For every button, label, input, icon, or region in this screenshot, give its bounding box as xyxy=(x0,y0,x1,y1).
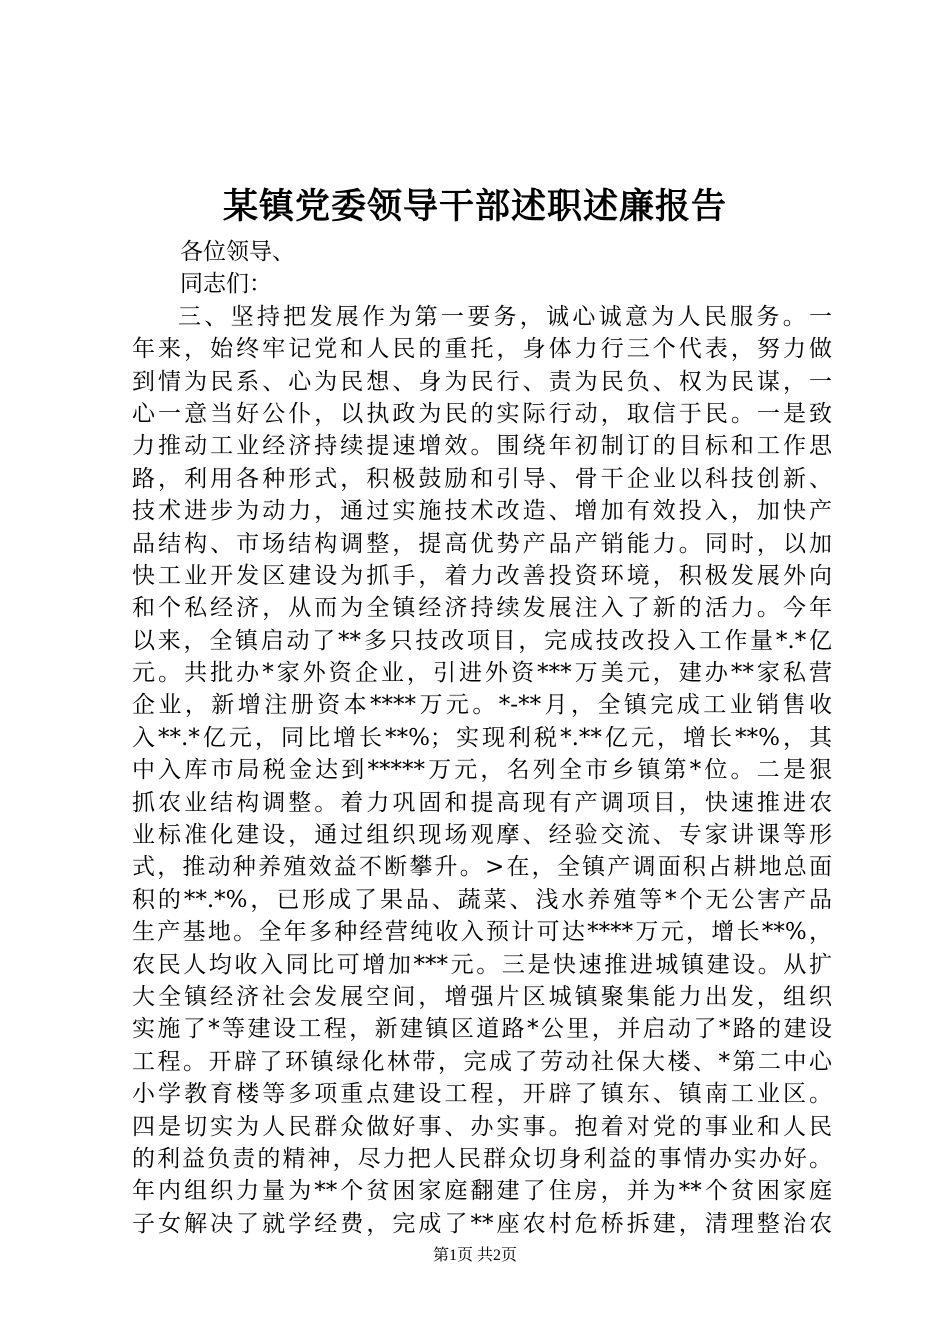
paragraph-line: 入**.*亿元，同比增长**%；实现利税*.**亿元，增长**%，其 xyxy=(132,724,832,751)
paragraph-line: 和个私经济，从而为全镇经济持续发展注入了新的活力。今年 xyxy=(132,595,832,622)
document-title: 某镇党委领导干部述职述廉报告 xyxy=(222,186,727,227)
paragraph-line: 积的**.*%，已形成了果品、蔬菜、浅水养殖等*个无公害产品 xyxy=(132,886,832,913)
paragraph-line: 工程。开辟了环镇绿化林带，完成了劳动社保大楼、*第二中心 xyxy=(132,1048,832,1075)
paragraph-line: 四是切实为人民群众做好事、办实事。抱着对党的事业和人民 xyxy=(132,1113,832,1140)
paragraph-line: 子女解决了就学经费，完成了**座农村危桥拆建，清理整治农 xyxy=(132,1210,832,1237)
paragraph-line: 小学教育楼等多项重点建设工程，开辟了镇东、镇南工业区。 xyxy=(132,1081,832,1108)
paragraph-line: 企业，新增注册资本****万元。*-**月，全镇完成工业销售收 xyxy=(132,692,832,719)
paragraph-line: 生产基地。全年多种经营纯收入预计可达****万元，增长**%， xyxy=(132,919,832,946)
page-footer: 第1页 共2页 xyxy=(432,1247,517,1264)
paragraph-line: 式，推动种养殖效益不断攀升。>在，全镇产调面积占耕地总面 xyxy=(132,854,832,881)
paragraph-line: 的利益负责的精神，尽力把人民群众切身利益的事情办实办好。 xyxy=(132,1145,832,1172)
document-body xyxy=(132,236,832,1240)
paragraph-line: 力推动工业经济持续提速增效。围绕年初制订的目标和工作思 xyxy=(132,433,832,460)
paragraph-line: 快工业开发区建设为抓手，着力改善投资环境，积极发展外向 xyxy=(132,562,832,589)
paragraph-line: 到情为民系、心为民想、身为民行、责为民负、权为民谋，一 xyxy=(132,368,832,395)
paragraph-line: 业标准化建设，通过组织现场观摩、经验交流、专家讲课等形 xyxy=(132,822,832,849)
paragraph-line: 农民人均收入同比可增加***元。三是快速推进城镇建设。从扩 xyxy=(132,951,832,978)
paragraph-line: 技术进步为动力，通过实施技术改造、增加有效投入，加快产 xyxy=(132,498,832,525)
paragraph-line: 抓农业结构调整。着力巩固和提高现有产调项目，快速推进农 xyxy=(132,789,832,816)
paragraph-line: 中入库市局税金达到*****万元，名列全市乡镇第*位。二是狠 xyxy=(132,757,832,784)
paragraph-line: 心一意当好公仆，以执政为民的实际行动，取信于民。一是致 xyxy=(132,400,832,427)
paragraph-line: 品结构、市场结构调整，提高优势产品产销能力。同时，以加 xyxy=(132,530,832,557)
paragraph-line: 年内组织力量为**个贫困家庭翻建了住房，并为**个贫困家庭 xyxy=(132,1178,832,1205)
paragraph-line: 实施了*等建设工程，新建镇区道路*公里，并启动了*路的建设 xyxy=(132,1016,832,1043)
salutation-line: 各位领导、 xyxy=(180,239,295,265)
paragraph-line: 年来，始终牢记党和人民的重托，身体力行三个代表，努力做 xyxy=(132,336,832,363)
paragraph-line: 大全镇经济社会发展空间，增强片区城镇聚集能力出发，组织 xyxy=(132,983,832,1010)
paragraph-line: 元。共批办*家外资企业，引进外资***万美元，建办**家私营 xyxy=(132,660,832,687)
paragraph-line: 路，利用各种形式，积极鼓励和引导、骨干企业以科技创新、 xyxy=(132,465,832,492)
salutation-line: 同志们： xyxy=(180,271,272,298)
paragraph-line: 三、坚持把发展作为第一要务，诚心诚意为人民服务。一 xyxy=(178,303,832,330)
paragraph-line: 以来，全镇启动了**多只技改项目，完成技改投入工作量*.*亿 xyxy=(132,627,832,654)
